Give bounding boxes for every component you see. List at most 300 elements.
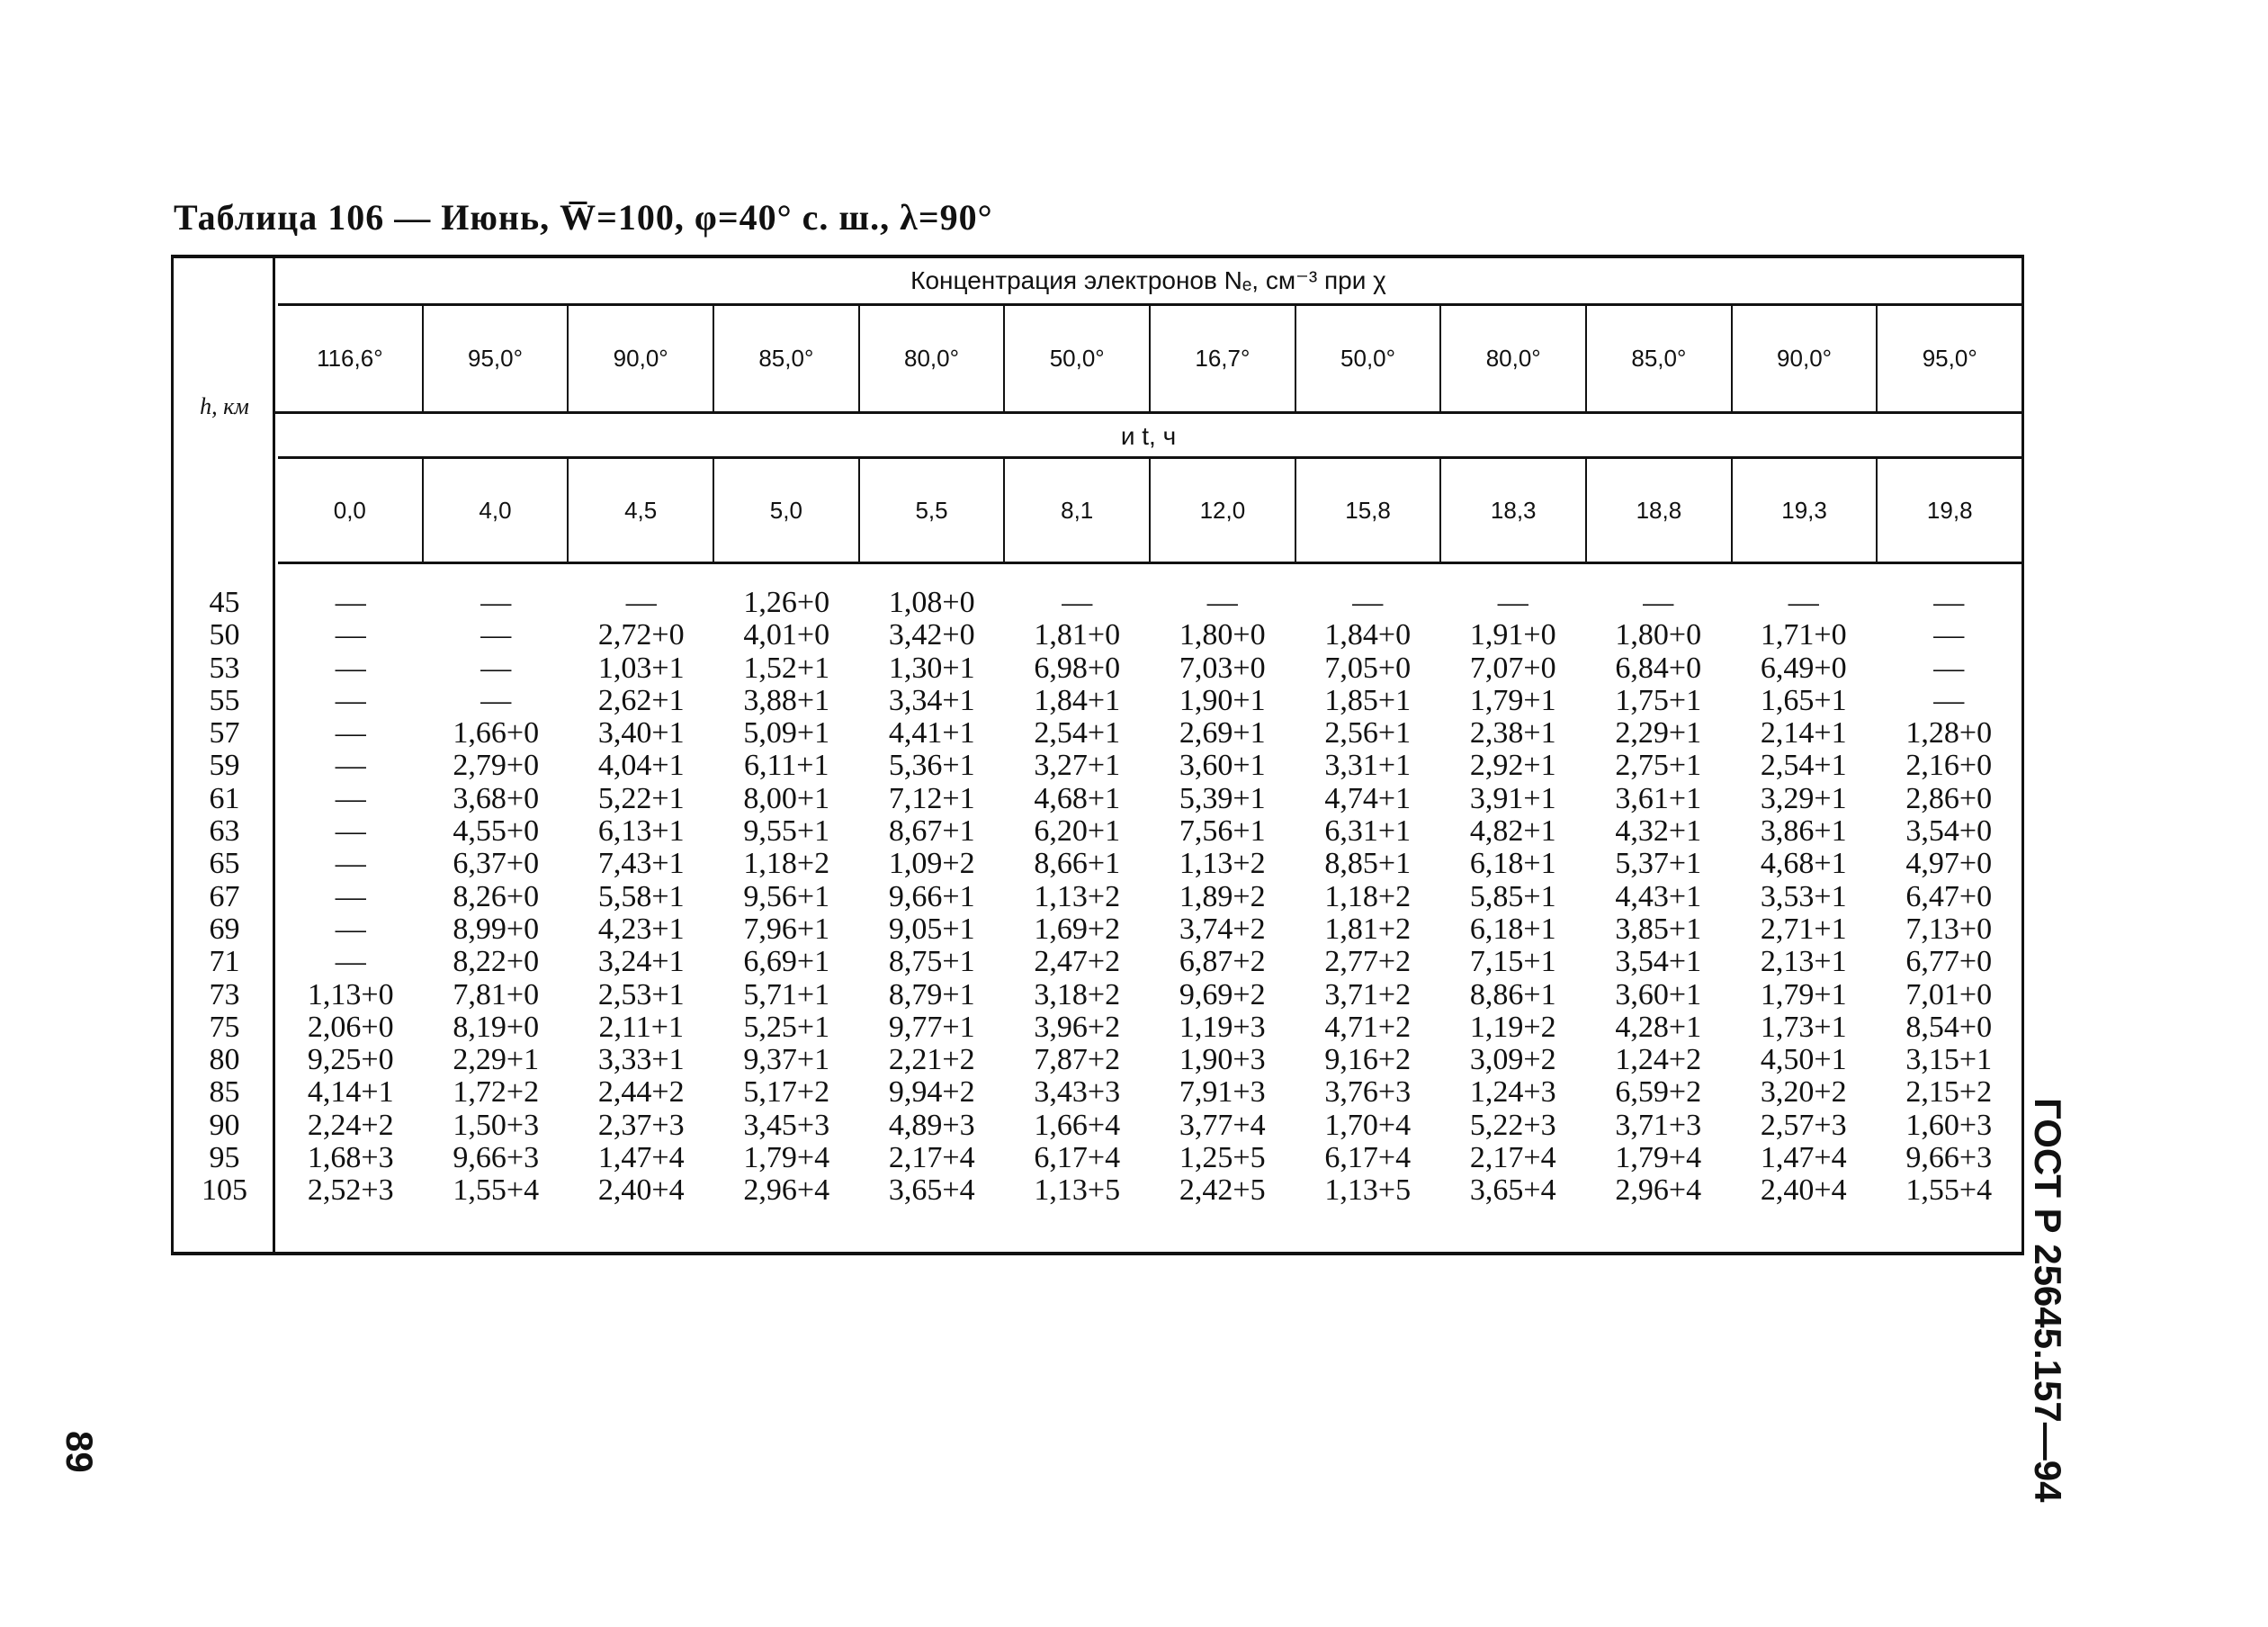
concentration-cell: 8,54+0 — [1905, 1010, 1993, 1044]
concentration-cell: 1,85+1 — [1324, 683, 1412, 717]
time-header-cell: 4,0 — [424, 459, 569, 562]
table-row — [174, 717, 2021, 750]
concentration-cell: 5,37+1 — [1615, 847, 1702, 881]
concentration-cell: 2,72+0 — [597, 618, 685, 652]
concentration-cell: 1,09+2 — [888, 847, 975, 881]
concentration-cell: 5,85+1 — [1469, 879, 1556, 913]
concentration-cell: 7,91+3 — [1179, 1075, 1266, 1110]
concentration-cell: 1,18+2 — [1324, 879, 1412, 913]
concentration-cell: 4,68+1 — [1034, 781, 1121, 815]
concentration-cell: 3,91+1 — [1469, 781, 1556, 815]
concentration-cell: 3,54+0 — [1905, 814, 1993, 849]
concentration-cell: 2,52+3 — [307, 1173, 394, 1208]
chi-header-cell: 95,0° — [1922, 345, 1977, 372]
table-row — [174, 652, 2021, 685]
concentration-cell: — — [1788, 586, 1819, 619]
time-header: и t, ч — [275, 411, 2021, 459]
concentration-cell: 2,37+3 — [597, 1108, 685, 1142]
concentration-cell: 1,65+1 — [1760, 683, 1847, 717]
concentration-cell: — — [480, 651, 512, 685]
concentration-cell: 6,17+4 — [1324, 1141, 1412, 1175]
concentration-cell: 1,19+2 — [1469, 1010, 1556, 1044]
altitude-cell: 45 — [209, 586, 240, 619]
concentration-cell: 3,85+1 — [1615, 912, 1702, 946]
concentration-cell: 4,50+1 — [1760, 1043, 1847, 1077]
concentration-cell: 1,13+5 — [1324, 1173, 1412, 1208]
concentration-cell: 3,29+1 — [1760, 781, 1847, 815]
concentration-cell: 4,04+1 — [597, 749, 685, 783]
concentration-cell: 2,29+1 — [1615, 716, 1702, 751]
concentration-cell: 3,65+4 — [1469, 1173, 1556, 1208]
concentration-cell: — — [335, 912, 366, 946]
electron-concentration-table — [171, 255, 2024, 1255]
concentration-cell: 4,82+1 — [1469, 814, 1556, 849]
concentration-cell: — — [625, 586, 657, 619]
altitude-cell: 67 — [209, 879, 240, 913]
concentration-cell: 4,89+3 — [888, 1108, 975, 1142]
concentration-cell: 7,87+2 — [1034, 1043, 1121, 1077]
concentration-cell: 1,50+3 — [453, 1108, 540, 1142]
concentration-cell: — — [1352, 586, 1384, 619]
concentration-cell: 2,56+1 — [1324, 716, 1412, 751]
concentration-cell: 7,56+1 — [1179, 814, 1266, 849]
concentration-cell: 3,20+2 — [1760, 1075, 1847, 1110]
concentration-cell: 8,26+0 — [453, 879, 540, 913]
concentration-cell: 5,22+1 — [597, 781, 685, 815]
concentration-cell: 5,17+2 — [743, 1075, 830, 1110]
concentration-cell: — — [480, 586, 512, 619]
concentration-cell: 3,76+3 — [1324, 1075, 1412, 1110]
concentration-cell: 8,85+1 — [1324, 847, 1412, 881]
concentration-cell: 8,66+1 — [1034, 847, 1121, 881]
concentration-cell: 3,24+1 — [597, 945, 685, 979]
altitude-cell: 59 — [209, 749, 240, 783]
altitude-header: h, км — [200, 393, 249, 419]
concentration-cell: 8,22+0 — [453, 945, 540, 979]
concentration-cell: 6,47+0 — [1905, 879, 1993, 913]
concentration-cell: 2,54+1 — [1760, 749, 1847, 783]
altitude-cell: 53 — [209, 651, 240, 685]
table-row — [174, 979, 2021, 1011]
altitude-cell: 61 — [209, 781, 240, 815]
concentration-cell: — — [335, 781, 366, 815]
concentration-cell: 2,40+4 — [1760, 1173, 1847, 1208]
altitude-cell: 80 — [209, 1043, 240, 1077]
concentration-cell: — — [1497, 586, 1528, 619]
altitude-cell: 85 — [209, 1075, 240, 1110]
concentration-cell: — — [335, 879, 366, 913]
concentration-cell: 8,86+1 — [1469, 977, 1556, 1011]
concentration-cell: 8,00+1 — [743, 781, 830, 815]
concentration-cell: 2,40+4 — [597, 1173, 685, 1208]
concentration-cell: 7,12+1 — [888, 781, 975, 815]
concentration-cell: 6,59+2 — [1615, 1075, 1702, 1110]
concentration-cell: — — [335, 847, 366, 881]
chi-header-cell: 90,0° — [569, 306, 714, 411]
concentration-cell: — — [1062, 586, 1093, 619]
concentration-cell: 1,24+3 — [1469, 1075, 1556, 1110]
concentration-cell: 9,69+2 — [1179, 977, 1266, 1011]
concentration-cell: 1,84+1 — [1034, 683, 1121, 717]
altitude-cell: 105 — [202, 1173, 247, 1208]
concentration-cell: 3,68+0 — [453, 781, 540, 815]
concentration-cell: 7,01+0 — [1905, 977, 1993, 1011]
concentration-cell: 1,89+2 — [1179, 879, 1266, 913]
concentration-cell: 1,19+3 — [1179, 1010, 1266, 1044]
concentration-cell: 2,53+1 — [597, 977, 685, 1011]
concentration-cell: 2,42+5 — [1179, 1173, 1266, 1208]
time-header-cell: 12,0 — [1151, 459, 1296, 562]
altitude-cell: 90 — [209, 1108, 240, 1142]
chi-header-cell: 95,0° — [424, 306, 569, 411]
concentration-cell: 1,91+0 — [1469, 618, 1556, 652]
concentration-cell: 6,20+1 — [1034, 814, 1121, 849]
concentration-cell: 4,97+0 — [1905, 847, 1993, 881]
concentration-cell: 1,81+0 — [1034, 618, 1121, 652]
concentration-cell: 7,96+1 — [743, 912, 830, 946]
concentration-cell: 6,18+1 — [1469, 847, 1556, 881]
concentration-cell: — — [1643, 586, 1674, 619]
concentration-cell: 2,96+4 — [743, 1173, 830, 1208]
table-row — [174, 1142, 2021, 1174]
concentration-cell: 3,77+4 — [1179, 1108, 1266, 1142]
concentration-cell: 9,37+1 — [743, 1043, 830, 1077]
altitude-cell: 73 — [209, 977, 240, 1011]
concentration-cell: — — [335, 586, 366, 619]
concentration-cell: 6,18+1 — [1469, 912, 1556, 946]
concentration-cell: 1,72+2 — [453, 1075, 540, 1110]
concentration-cell: 4,28+1 — [1615, 1010, 1702, 1044]
concentration-cell: 9,55+1 — [743, 814, 830, 849]
table-row — [174, 1044, 2021, 1076]
concentration-cell: 5,36+1 — [888, 749, 975, 783]
concentration-cell: 1,28+0 — [1905, 716, 1993, 751]
concentration-cell: 2,96+4 — [1615, 1173, 1702, 1208]
altitude-cell: 71 — [209, 945, 240, 979]
concentration-cell: 9,66+3 — [1905, 1141, 1993, 1175]
concentration-cell: — — [1933, 683, 1965, 717]
table-row — [174, 946, 2021, 978]
concentration-cell: 3,86+1 — [1760, 814, 1847, 849]
concentration-cell: 2,54+1 — [1034, 716, 1121, 751]
concentration-cell: 1,60+3 — [1905, 1108, 1993, 1142]
concentration-cell: 6,49+0 — [1760, 651, 1847, 685]
concentration-cell: 6,17+4 — [1034, 1141, 1121, 1175]
concentration-cell: 7,07+0 — [1469, 651, 1556, 685]
time-header-cell: 19,3 — [1733, 459, 1878, 562]
concentration-cell: — — [1933, 618, 1965, 652]
table-row — [174, 685, 2021, 717]
concentration-cell: 1,13+2 — [1034, 879, 1121, 913]
concentration-cell: 1,30+1 — [888, 651, 975, 685]
concentration-cell: 4,01+0 — [743, 618, 830, 652]
altitude-cell: 57 — [209, 716, 240, 751]
concentration-cell: 5,58+1 — [597, 879, 685, 913]
concentration-cell: 2,62+1 — [597, 683, 685, 717]
concentration-cell: 3,40+1 — [597, 716, 685, 751]
table-row — [174, 913, 2021, 946]
concentration-cell: 6,11+1 — [744, 749, 829, 783]
concentration-cell: 2,44+2 — [597, 1075, 685, 1110]
time-header-cell: 18,8 — [1587, 459, 1733, 562]
concentration-cell: 7,81+0 — [453, 977, 540, 1011]
table-row — [174, 1011, 2021, 1044]
concentration-cell: 3,34+1 — [888, 683, 975, 717]
concentration-cell: — — [335, 945, 366, 979]
table-row — [174, 848, 2021, 880]
concentration-cell: 3,60+1 — [1179, 749, 1266, 783]
concentration-cell: — — [335, 683, 366, 717]
concentration-cell: 5,09+1 — [743, 716, 830, 751]
concentration-cell: 1,08+0 — [888, 586, 975, 619]
concentration-cell: 1,79+1 — [1760, 977, 1847, 1011]
altitude-cell: 69 — [209, 912, 240, 946]
concentration-cell: 1,24+2 — [1615, 1043, 1702, 1077]
concentration-cell: 6,31+1 — [1324, 814, 1412, 849]
concentration-cell: 1,66+4 — [1034, 1108, 1121, 1142]
time-header-cell: 5,5 — [860, 459, 1006, 562]
concentration-cell: 1,79+4 — [1615, 1141, 1702, 1175]
concentration-cell: 2,47+2 — [1034, 945, 1121, 979]
concentration-cell: 2,14+1 — [1760, 716, 1847, 751]
concentration-cell: 4,55+0 — [453, 814, 540, 849]
concentration-cell: 1,47+4 — [1760, 1141, 1847, 1175]
concentration-cell: 4,32+1 — [1615, 814, 1702, 849]
concentration-cell: 3,60+1 — [1615, 977, 1702, 1011]
concentration-cell: 1,90+1 — [1179, 683, 1266, 717]
time-header-cell: 18,3 — [1441, 459, 1587, 562]
time-header-cell: 5,0 — [714, 459, 860, 562]
concentration-cell: 1,69+2 — [1034, 912, 1121, 946]
concentration-cell: 8,99+0 — [453, 912, 540, 946]
concentration-cell: 4,68+1 — [1760, 847, 1847, 881]
concentration-cell: 8,75+1 — [888, 945, 975, 979]
concentration-cell: — — [480, 683, 512, 717]
concentration-cell: 1,55+4 — [453, 1173, 540, 1208]
concentration-cell: 4,14+1 — [307, 1075, 394, 1110]
concentration-cell: 2,71+1 — [1760, 912, 1847, 946]
chi-header-cell: 85,0° — [714, 306, 860, 411]
concentration-cell: 2,17+4 — [1469, 1141, 1556, 1175]
concentration-cell: 3,33+1 — [597, 1043, 685, 1077]
concentration-cell: 2,57+3 — [1760, 1108, 1847, 1142]
concentration-cell: — — [335, 749, 366, 783]
concentration-cell: — — [1206, 586, 1238, 619]
concentration-cell: 9,66+3 — [453, 1141, 540, 1175]
concentration-cell: 1,84+0 — [1324, 618, 1412, 652]
concentration-cell: 9,05+1 — [888, 912, 975, 946]
time-header-cell: 19,8 — [1926, 496, 1973, 524]
chi-header-cell: 116,6° — [278, 306, 424, 411]
concentration-cell: 1,55+4 — [1905, 1173, 1993, 1208]
table-row — [174, 815, 2021, 848]
concentration-cell: 4,74+1 — [1324, 781, 1412, 815]
concentration-cell: 4,23+1 — [597, 912, 685, 946]
chi-header-row — [278, 303, 2021, 411]
concentration-cell: 3,54+1 — [1615, 945, 1702, 979]
concentration-cell: 6,87+2 — [1179, 945, 1266, 979]
concentration-cell: 7,03+0 — [1179, 651, 1266, 685]
concentration-cell: 2,13+1 — [1760, 945, 1847, 979]
concentration-cell: 9,25+0 — [307, 1043, 394, 1077]
concentration-cell: 8,79+1 — [888, 977, 975, 1011]
concentration-cell: 3,43+3 — [1034, 1075, 1121, 1110]
concentration-cell: 6,84+0 — [1615, 651, 1702, 685]
time-header-cell: 4,5 — [569, 459, 714, 562]
concentration-cell: 5,71+1 — [743, 977, 830, 1011]
concentration-cell: 6,37+0 — [453, 847, 540, 881]
concentration-cell: 4,43+1 — [1615, 879, 1702, 913]
concentration-cell: 1,47+4 — [597, 1141, 685, 1175]
concentration-cell: 1,03+1 — [597, 651, 685, 685]
chi-header-cell: 85,0° — [1587, 306, 1733, 411]
time-header-row — [278, 456, 2021, 564]
concentration-cell: 1,13+2 — [1179, 847, 1266, 881]
concentration-cell: 3,18+2 — [1034, 977, 1121, 1011]
table-body — [174, 587, 2021, 1208]
concentration-cell: 1,79+4 — [743, 1141, 830, 1175]
concentration-cell: 3,61+1 — [1615, 781, 1702, 815]
concentration-cell: 2,77+2 — [1324, 945, 1412, 979]
concentration-cell: 3,88+1 — [743, 683, 830, 717]
concentration-cell: 3,53+1 — [1760, 879, 1847, 913]
table-row — [174, 1076, 2021, 1109]
concentration-cell: 1,68+3 — [307, 1141, 394, 1175]
concentration-cell: 1,81+2 — [1324, 912, 1412, 946]
concentration-cell: 1,52+1 — [743, 651, 830, 685]
chi-header-cell: 16,7° — [1151, 306, 1296, 411]
concentration-cell: 6,98+0 — [1034, 651, 1121, 685]
page-number: 89 — [58, 1431, 101, 1473]
concentration-cell: 4,71+2 — [1324, 1010, 1412, 1044]
table-row — [174, 1174, 2021, 1207]
concentration-cell: 2,29+1 — [453, 1043, 540, 1077]
concentration-cell: 3,65+4 — [888, 1173, 975, 1208]
concentration-cell: 8,19+0 — [453, 1010, 540, 1044]
table-row — [174, 783, 2021, 815]
concentration-cell: 3,09+2 — [1469, 1043, 1556, 1077]
concentration-cell: 1,26+0 — [743, 586, 830, 619]
concentration-cell: 2,69+1 — [1179, 716, 1266, 751]
altitude-cell: 75 — [209, 1010, 240, 1044]
concentration-cell: 3,27+1 — [1034, 749, 1121, 783]
concentration-cell: 2,06+0 — [307, 1010, 394, 1044]
concentration-cell: 3,71+2 — [1324, 977, 1412, 1011]
table-row — [174, 881, 2021, 913]
concentration-cell: 2,15+2 — [1905, 1075, 1993, 1110]
table-row — [174, 1110, 2021, 1142]
concentration-cell: 3,71+3 — [1615, 1108, 1702, 1142]
concentration-cell: 2,16+0 — [1905, 749, 1993, 783]
concentration-cell: 1,79+1 — [1469, 683, 1556, 717]
concentration-cell: 7,13+0 — [1905, 912, 1993, 946]
concentration-cell: — — [480, 618, 512, 652]
time-header-cell: 15,8 — [1296, 459, 1442, 562]
concentration-cell: 9,94+2 — [888, 1075, 975, 1110]
concentration-cell: 1,25+5 — [1179, 1141, 1266, 1175]
concentration-cell: 2,38+1 — [1469, 716, 1556, 751]
concentration-cell: 3,15+1 — [1905, 1043, 1993, 1077]
concentration-cell: 9,56+1 — [743, 879, 830, 913]
concentration-header: Концентрация электронов Nₑ, см⁻³ при χ — [910, 266, 1386, 294]
concentration-cell: 1,18+2 — [743, 847, 830, 881]
concentration-cell: 6,69+1 — [743, 945, 830, 979]
concentration-cell: 6,13+1 — [597, 814, 685, 849]
chi-header-cell: 50,0° — [1296, 306, 1442, 411]
concentration-cell: 1,66+0 — [453, 716, 540, 751]
concentration-cell: 2,21+2 — [888, 1043, 975, 1077]
concentration-cell: — — [1933, 586, 1965, 619]
concentration-cell: 5,39+1 — [1179, 781, 1266, 815]
concentration-cell: 1,13+5 — [1034, 1173, 1121, 1208]
altitude-cell: 63 — [209, 814, 240, 849]
concentration-cell: 2,17+4 — [888, 1141, 975, 1175]
concentration-cell: 1,75+1 — [1615, 683, 1702, 717]
concentration-cell: — — [1933, 651, 1965, 685]
altitude-cell: 95 — [209, 1141, 240, 1175]
time-header-cell: 0,0 — [278, 459, 424, 562]
concentration-cell: 3,31+1 — [1324, 749, 1412, 783]
altitude-cell: 50 — [209, 618, 240, 652]
concentration-cell: 2,92+1 — [1469, 749, 1556, 783]
concentration-cell: — — [335, 814, 366, 849]
concentration-cell: 5,25+1 — [743, 1010, 830, 1044]
concentration-cell: 1,90+3 — [1179, 1043, 1266, 1077]
concentration-cell: 3,45+3 — [743, 1108, 830, 1142]
concentration-cell: 1,80+0 — [1615, 618, 1702, 652]
concentration-cell: 2,24+2 — [307, 1108, 394, 1142]
concentration-cell: 2,11+1 — [598, 1010, 684, 1044]
chi-header-cell: 90,0° — [1733, 306, 1878, 411]
concentration-cell: 5,22+3 — [1469, 1108, 1556, 1142]
chi-header-cell: 80,0° — [860, 306, 1006, 411]
concentration-cell: 7,43+1 — [597, 847, 685, 881]
table-row — [174, 750, 2021, 782]
chi-header-cell: 50,0° — [1005, 306, 1151, 411]
gost-side-label: ГОСТ Р 25645.157—94 — [2027, 1098, 2069, 1503]
altitude-cell: 55 — [209, 683, 240, 717]
concentration-cell: 4,41+1 — [888, 716, 975, 751]
concentration-cell: 2,79+0 — [453, 749, 540, 783]
table-caption: Таблица 106 — Июнь, W̅=100, φ=40° с. ш., λ=90° — [174, 197, 993, 238]
concentration-cell: — — [335, 651, 366, 685]
concentration-cell: 9,77+1 — [888, 1010, 975, 1044]
concentration-cell: 1,71+0 — [1760, 618, 1847, 652]
table-row — [174, 587, 2021, 619]
concentration-cell: 6,77+0 — [1905, 945, 1993, 979]
concentration-cell: 3,96+2 — [1034, 1010, 1121, 1044]
concentration-cell: 1,73+1 — [1760, 1010, 1847, 1044]
concentration-cell: 9,66+1 — [888, 879, 975, 913]
concentration-cell: 1,80+0 — [1179, 618, 1266, 652]
altitude-cell: 65 — [209, 847, 240, 881]
concentration-cell: 2,86+0 — [1905, 781, 1993, 815]
concentration-cell: — — [335, 618, 366, 652]
time-header-cell: 8,1 — [1005, 459, 1151, 562]
concentration-cell: — — [335, 716, 366, 751]
concentration-cell: 3,42+0 — [888, 618, 975, 652]
chi-header-cell: 80,0° — [1441, 306, 1587, 411]
concentration-cell: 1,70+4 — [1324, 1108, 1412, 1142]
concentration-cell: 8,67+1 — [888, 814, 975, 849]
concentration-cell: 2,75+1 — [1615, 749, 1702, 783]
concentration-cell: 1,13+0 — [307, 977, 394, 1011]
concentration-cell: 3,74+2 — [1179, 912, 1266, 946]
table-row — [174, 619, 2021, 652]
concentration-cell: 7,15+1 — [1469, 945, 1556, 979]
concentration-cell: 9,16+2 — [1324, 1043, 1412, 1077]
concentration-cell: 7,05+0 — [1324, 651, 1412, 685]
